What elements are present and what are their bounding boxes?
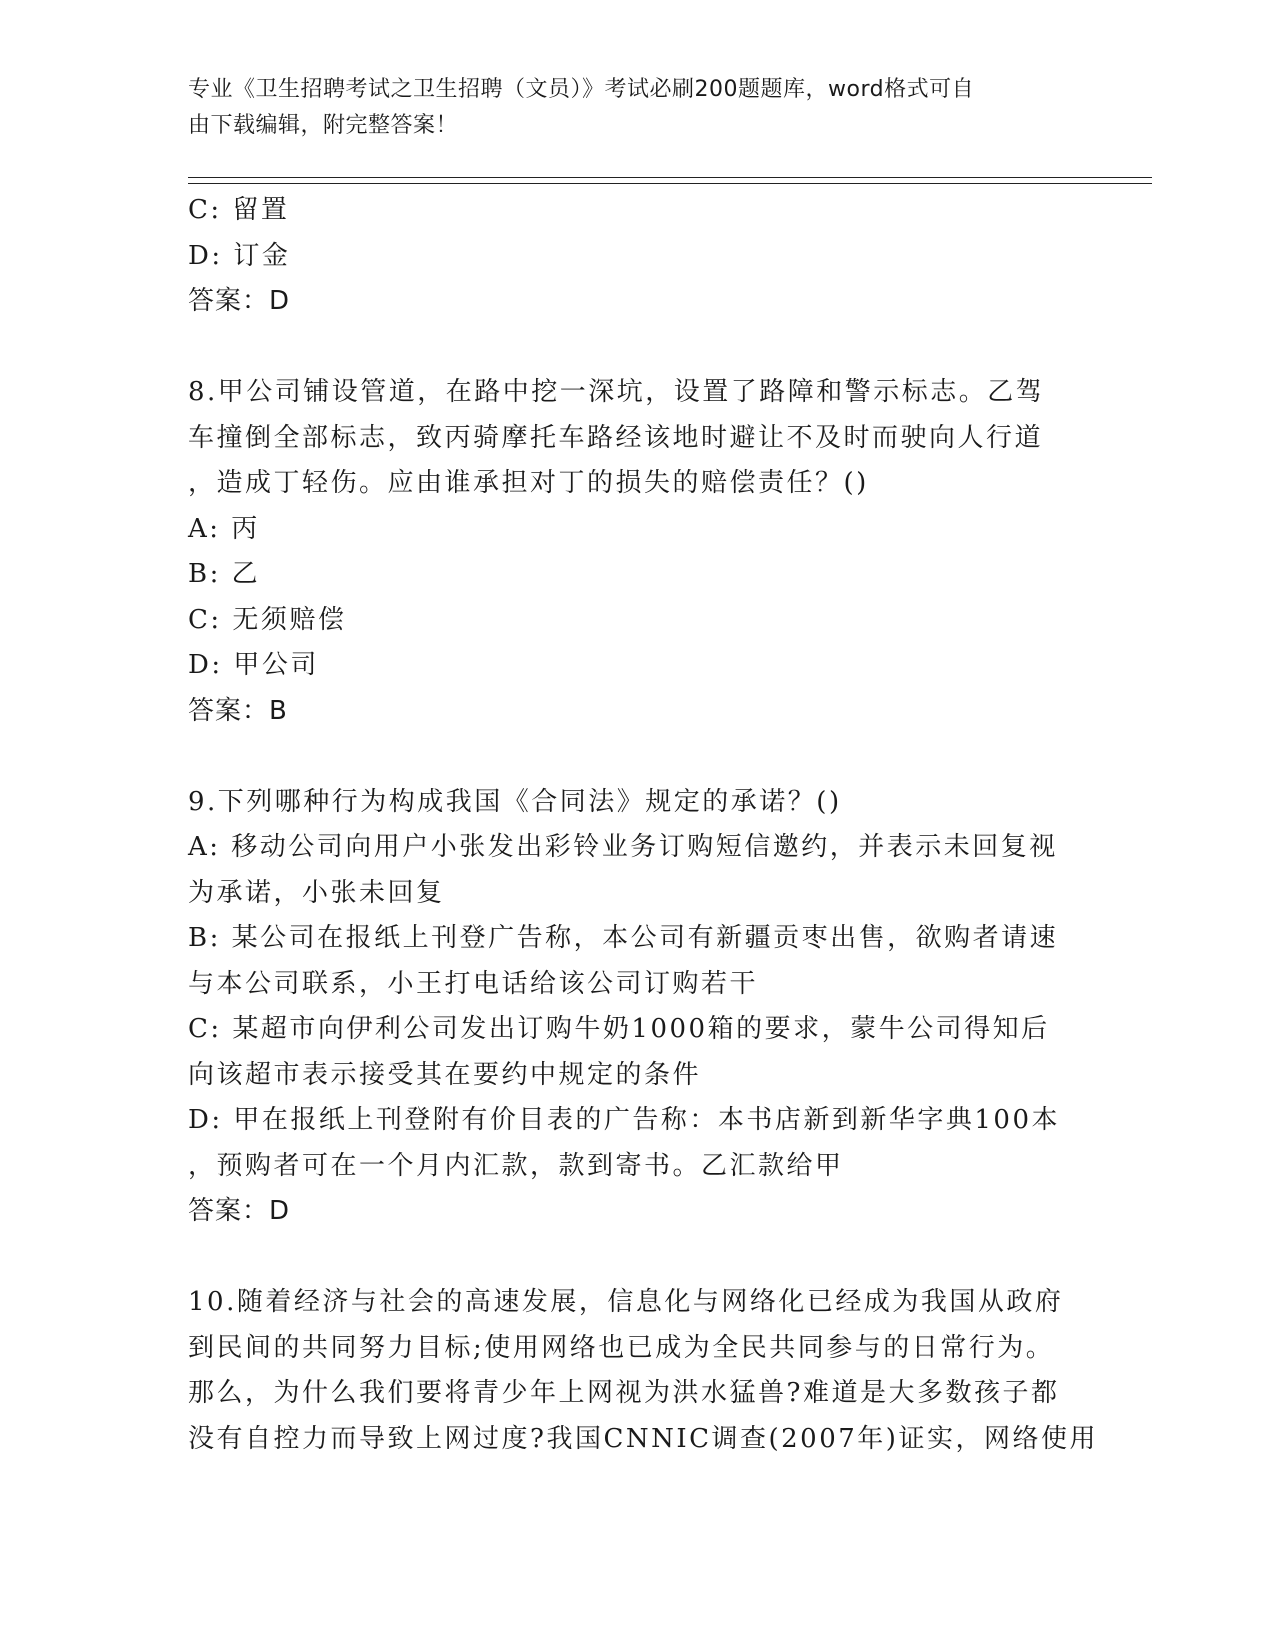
q8-answer: 答案：B (188, 695, 288, 726)
q8-option-a: A: 丙 (188, 513, 260, 544)
q7-option-c: C: 留置 (188, 195, 290, 225)
q9-option-a-line-2: 为承诺，小张未回复 (188, 877, 445, 908)
q8-option-d: D: 甲公司 (188, 650, 319, 680)
q7-option-d: D: 订金 (188, 240, 291, 271)
q10-stem-line-1: 10.随着经济与社会的高速发展，信息化与网络化已经成为我国从政府 (188, 1287, 1064, 1317)
q9-option-d-line-1: D: 甲在报纸上刊登附有价目表的广告称：本书店新到新华字典100本 (188, 1105, 1060, 1135)
q9-option-c-line-1: C: 某超市向伊利公司发出订购牛奶1000箱的要求，蒙牛公司得知后 (188, 1014, 1050, 1044)
q8-option-c: C: 无须赔偿 (188, 604, 347, 635)
q10-stem-line-3: 那么，为什么我们要将青少年上网视为洪水猛兽?难道是大多数孩子都 (188, 1378, 1060, 1408)
q7-answer: 答案：D (188, 286, 291, 316)
q8-option-b: B: 乙 (188, 559, 261, 589)
spacer (188, 1235, 1088, 1281)
q8-stem-line-1: 8.甲公司铺设管道，在路中挖一深坑，设置了路障和警示标志。乙驾 (188, 377, 1045, 407)
q9-answer: 答案：D (188, 1196, 291, 1226)
q10-stem-line-4: 没有自控力而导致上网过度?我国CNNIC调查(2007年)证实，网络使用 (188, 1423, 1098, 1454)
spacer (188, 325, 1088, 371)
document-body (188, 188, 1098, 1462)
q10-stem-line-2: 到民间的共同努力目标;使用网络也已成为全民共同参与的日常行为。 (188, 1332, 1055, 1363)
q9-option-a-line-1: A: 移动公司向用户小张发出彩铃业务订购短信邀约，并表示未回复视 (188, 832, 1058, 862)
q9-option-b-line-1: B: 某公司在报纸上刊登广告称，本公司有新疆贡枣出售，欲购者请速 (188, 923, 1059, 953)
header-line-2: 由下载编辑，附完整答案！ (188, 113, 459, 138)
page-header (188, 72, 1088, 144)
q9-option-b-line-2: 与本公司联系，小王打电话给该公司订购若干 (188, 968, 759, 999)
header-line-1: 专业《卫生招聘考试之卫生招聘（文员）》考试必刷200题题库，word格式可自 (188, 77, 975, 102)
spacer (188, 734, 1088, 780)
q9-stem: 9.下列哪种行为构成我国《合同法》规定的承诺？() (188, 786, 842, 817)
q9-option-d-line-2: ，预购者可在一个月内汇款，款到寄书。乙汇款给甲 (188, 1150, 844, 1181)
q8-stem-line-2: 车撞倒全部标志，致丙骑摩托车路经该地时避让不及时而驶向人行道 (188, 422, 1044, 453)
q9-option-c-line-2: 向该超市表示接受其在要约中规定的条件 (188, 1059, 702, 1090)
header-divider-bottom (188, 183, 1152, 184)
header-divider-top (188, 177, 1152, 178)
q8-stem-line-3: ，造成丁轻伤。应由谁承担对丁的损失的赔偿责任？() (188, 468, 869, 498)
